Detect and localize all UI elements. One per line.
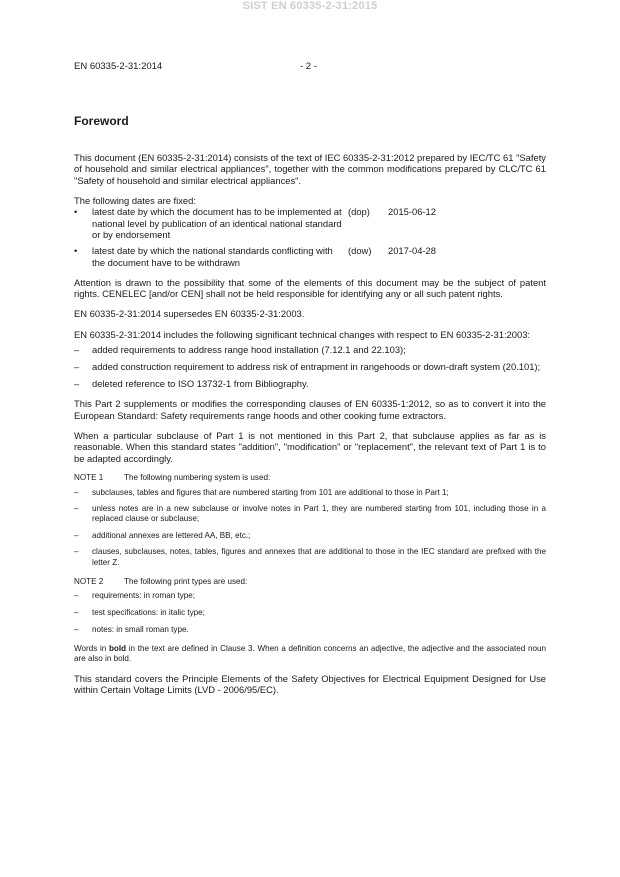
note-text: The following print types are used: (124, 576, 248, 586)
date-value: 2017-04-28 (388, 245, 436, 257)
header-page-number: - 2 - (300, 61, 317, 72)
note-heading (74, 577, 546, 587)
patent-paragraph: Attention is drawn to the possibility that some of the elements of this document may be the subject of patent rights. CENELEC [and/or CEN] shall not be held responsible for identifying any or all such patent rights. (74, 276, 546, 300)
bold-term: bold (108, 643, 127, 653)
list-item (74, 608, 546, 618)
list-item-text: clauses, subclauses, notes, tables, figures and annexes that are additional to those in the IEC standard are prefixed with the letter Z. (92, 547, 546, 567)
note-label: NOTE 1 (74, 472, 104, 482)
text-run: Words in (74, 643, 109, 653)
dash: – (74, 487, 79, 497)
list-item (74, 504, 546, 524)
subclause-paragraph: When a particular subclause of Part 1 is not mentioned in this Part 2, that subclause applies as far as is reasonable. When this standard states "addition", "modification" or "replacement", the relevant text of Part 1 is to be adapted accordingly. (74, 429, 546, 464)
dash: – (74, 591, 79, 601)
changes-intro: EN 60335-2-31:2014 includes the following significant technical changes with respect to EN 60335-2-31:2003: (74, 328, 531, 340)
list-item-text: subclauses, tables and figures that are numbered starting from 101 are additional to those in Part 1; (92, 487, 449, 497)
list-item-text: additional annexes are lettered AA, BB, etc.; (92, 530, 251, 540)
dash: – (74, 360, 80, 372)
note2-list (74, 591, 546, 634)
date-code: (dop) (348, 206, 370, 218)
dash: – (74, 530, 79, 540)
list-item-text: deleted reference to ISO 13732-1 from Bibliography. (92, 377, 309, 389)
list-item-text: test specifications: in italic type; (92, 607, 205, 617)
dates-intro: The following dates are fixed: (74, 195, 196, 207)
bullet: • (74, 245, 78, 257)
watermark: SIST EN 60335-2-31:2015 (242, 0, 378, 12)
date-code: (dow) (348, 245, 372, 257)
intro-paragraph: This document (EN 60335-2-31:2014) consists of the text of IEC 60335-2-31:2012 prepared by IEC/TC 61 "Safety of household and similar electrical appliances", together with the common modifications prepared by CLC/TC 61 "Safety of household and similar electrical appliances". (74, 152, 546, 186)
date-value: 2015-06-12 (388, 206, 436, 218)
dash: – (74, 624, 79, 634)
bold-words-paragraph (74, 644, 546, 664)
part2-paragraph: This Part 2 supplements or modifies the corresponding clauses of EN 60335-1:2012, so as to convert it into the European Standard: Safety requirements range hoods and other cooking fume extractors. (74, 398, 546, 421)
note-label: NOTE 2 (74, 576, 104, 586)
dash: – (74, 504, 79, 514)
list-item-text: added construction requirement to address risk of entrapment in rangehoods or down-draft system (20.101); (92, 360, 541, 372)
header-doc-id: EN 60335-2-31:2014 (74, 61, 163, 72)
list-item (74, 625, 546, 635)
list-item (74, 378, 546, 389)
date-description: latest date by which the document has to be implemented at national level by publication of an identical national standard or by endorsement (92, 206, 342, 241)
list-item-text: unless notes are in a new subclause or involve notes in Part 1, they are numbered starting from 101, including those in a replaced clause or subclause; (92, 504, 546, 524)
changes-list (74, 344, 546, 389)
date-row-dop (74, 206, 546, 240)
note1-list (74, 488, 546, 568)
bullet: • (74, 206, 78, 218)
page-title: Foreword (74, 114, 129, 128)
list-item (74, 547, 546, 567)
list-item-text: requirements: in roman type; (92, 591, 196, 601)
date-description: latest date by which the national standards conflicting with the document have to be withdrawn (92, 245, 333, 268)
covers-paragraph: This standard covers the Principle Elements of the Safety Objectives for Electrical Equipment Designed for Use within Certain Voltage Limits (LVD - 2006/95/EC). (74, 672, 546, 696)
document-body (74, 152, 546, 704)
dash: – (74, 547, 79, 557)
list-item (74, 531, 546, 541)
date-row-dow (74, 245, 546, 268)
supersedes-paragraph: EN 60335-2-31:2014 supersedes EN 60335-2-31:2003. (74, 308, 305, 320)
list-item-text: added requirements to address range hood installation (7.12.1 and 22.103); (92, 343, 406, 355)
list-item (74, 488, 546, 498)
list-item (74, 344, 546, 355)
note-2 (74, 577, 546, 635)
list-item (74, 591, 546, 601)
dash: – (74, 343, 80, 355)
dash: – (74, 377, 80, 389)
note-heading (74, 473, 546, 483)
list-item-text: notes: in small roman type. (92, 624, 189, 634)
dash: – (74, 607, 79, 617)
list-item (74, 361, 546, 372)
note-text: The following numbering system is used: (124, 472, 271, 482)
note-1 (74, 473, 546, 568)
text-run: in the text are defined in Clause 3. When a definition concerns an adjective, the adjective and the associated noun are also in bold. (74, 643, 546, 663)
